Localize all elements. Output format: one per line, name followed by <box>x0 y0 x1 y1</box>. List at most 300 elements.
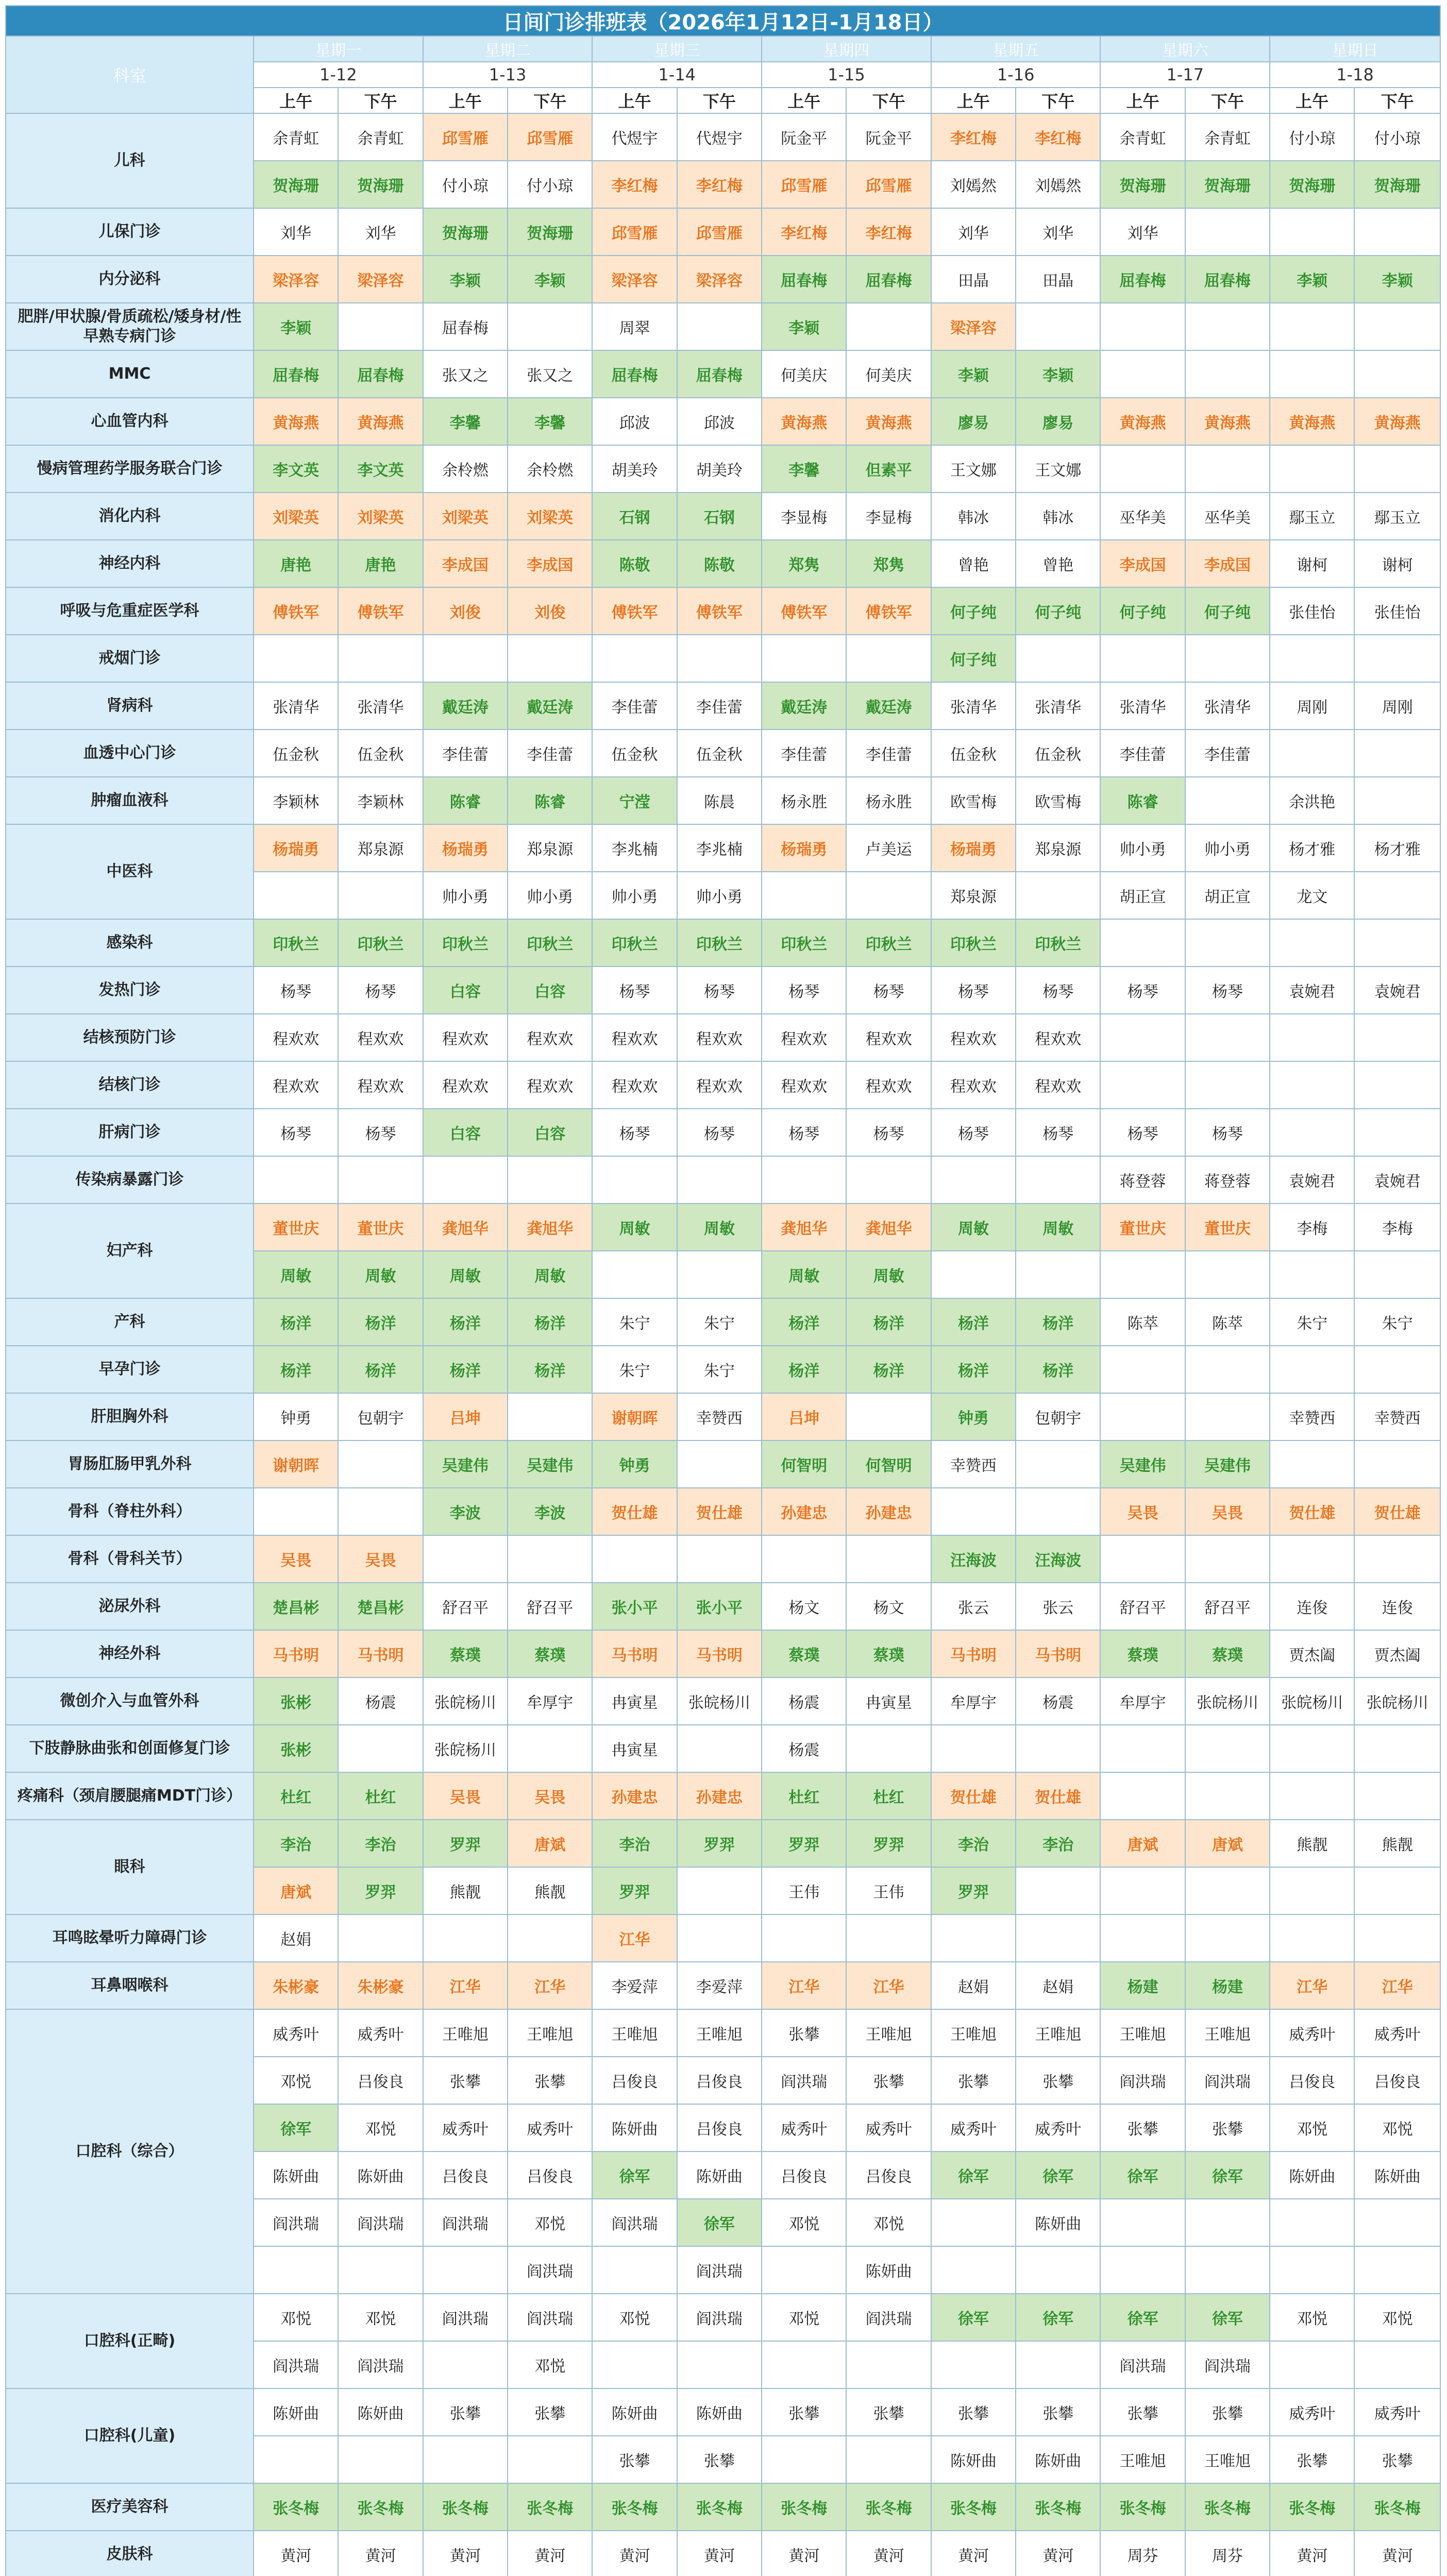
pm-header: 下午 <box>846 88 931 113</box>
schedule-cell: 阮金平 <box>846 113 931 161</box>
schedule-cell: 但素平 <box>846 445 931 493</box>
schedule-cell: 陈妍曲 <box>592 2388 677 2436</box>
department-name: 胃肠肛肠甲乳外科 <box>6 1440 254 1488</box>
schedule-cell: 付小琼 <box>1270 113 1354 161</box>
schedule-cell: 幸赞西 <box>1270 1393 1354 1440</box>
schedule-cell: 冉寅星 <box>846 1677 931 1725</box>
schedule-cell: 郑泉源 <box>1016 824 1100 872</box>
schedule-cell: 帅小勇 <box>677 872 762 919</box>
schedule-cell: 张冬梅 <box>338 2483 423 2531</box>
schedule-cell: 刘梁英 <box>508 493 592 540</box>
schedule-cell: 朱彬豪 <box>338 1962 423 2009</box>
table-row <box>6 1630 1440 1677</box>
schedule-cell: 李成国 <box>1185 540 1270 587</box>
schedule-cell <box>1100 1014 1185 1061</box>
table-row <box>6 208 1440 256</box>
schedule-cell: 威秀叶 <box>1270 2388 1354 2436</box>
table-row <box>6 2531 1440 2576</box>
schedule-cell: 罗羿 <box>762 1820 846 1867</box>
schedule-cell <box>254 1156 338 1204</box>
schedule-cell: 唐艳 <box>254 540 338 587</box>
date-header: 1-12 <box>254 62 423 88</box>
schedule-cell: 张清华 <box>1016 682 1100 730</box>
table-row <box>6 1156 1440 1204</box>
schedule-cell: 陈妍曲 <box>592 2104 677 2151</box>
schedule-cell: 李颖 <box>508 256 592 303</box>
schedule-cell: 何美庆 <box>762 350 846 398</box>
date-header: 1-15 <box>762 62 931 88</box>
day-header: 星期一 <box>254 36 423 62</box>
schedule-cell: 江华 <box>1354 1962 1440 2009</box>
schedule-cell: 张攀 <box>846 2057 931 2104</box>
schedule-cell <box>677 1914 762 1962</box>
schedule-cell: 屈春梅 <box>423 303 508 350</box>
schedule-cell: 吴建伟 <box>423 1440 508 1488</box>
schedule-cell: 张又之 <box>423 350 508 398</box>
schedule-cell: 舒召平 <box>508 1583 592 1630</box>
schedule-cell: 江华 <box>592 1914 677 1962</box>
table-row <box>6 1393 1440 1440</box>
schedule-cell: 余青虹 <box>1100 113 1185 161</box>
schedule-cell: 欧雪梅 <box>931 777 1016 824</box>
schedule-cell <box>508 1535 592 1583</box>
schedule-cell: 周敏 <box>423 1251 508 1298</box>
schedule-cell <box>508 1914 592 1962</box>
schedule-cell <box>1354 350 1440 398</box>
schedule-cell: 杨文 <box>762 1583 846 1630</box>
schedule-cell: 印秋兰 <box>338 919 423 967</box>
schedule-cell: 黄河 <box>1354 2531 1440 2576</box>
schedule-cell: 王唯旭 <box>508 2009 592 2057</box>
schedule-cell: 蔡璞 <box>423 1630 508 1677</box>
schedule-cell: 程欢欢 <box>254 1061 338 1109</box>
schedule-cell: 屈春梅 <box>338 350 423 398</box>
schedule-cell <box>592 1156 677 1204</box>
schedule-cell: 阎洪瑞 <box>1185 2341 1270 2388</box>
schedule-cell <box>1354 2246 1440 2294</box>
schedule-cell: 何子纯 <box>1016 587 1100 635</box>
schedule-cell <box>1270 1867 1354 1914</box>
schedule-cell <box>1270 1440 1354 1488</box>
schedule-cell: 威秀叶 <box>1016 2104 1100 2151</box>
schedule-cell: 吴畏 <box>254 1535 338 1583</box>
schedule-cell: 张冬梅 <box>508 2483 592 2531</box>
schedule-cell: 郑泉源 <box>931 872 1016 919</box>
schedule-cell: 谢柯 <box>1354 540 1440 587</box>
schedule-cell: 江华 <box>508 1962 592 2009</box>
schedule-cell: 邓悦 <box>254 2294 338 2341</box>
schedule-cell <box>1185 1725 1270 1772</box>
table-row <box>6 256 1440 303</box>
schedule-cell: 马书明 <box>254 1630 338 1677</box>
schedule-cell: 周芬 <box>1100 2531 1185 2576</box>
schedule-cell: 周敏 <box>931 1204 1016 1251</box>
schedule-cell: 程欢欢 <box>677 1014 762 1061</box>
schedule-cell: 贺仕雄 <box>1270 1488 1354 1535</box>
schedule-table <box>5 5 1441 2576</box>
schedule-cell: 程欢欢 <box>1016 1061 1100 1109</box>
schedule-cell <box>1185 1393 1270 1440</box>
schedule-cell: 邓悦 <box>1270 2104 1354 2151</box>
schedule-cell: 江华 <box>1270 1962 1354 2009</box>
schedule-cell <box>423 2246 508 2294</box>
schedule-cell <box>1270 1772 1354 1820</box>
schedule-cell: 熊靓 <box>1354 1820 1440 1867</box>
department-column-header: 科室 <box>6 36 254 113</box>
schedule-cell: 何智明 <box>846 1440 931 1488</box>
am-header: 上午 <box>592 88 677 113</box>
schedule-cell: 周敏 <box>254 1251 338 1298</box>
schedule-cell: 罗羿 <box>592 1867 677 1914</box>
schedule-cell: 吴建伟 <box>1100 1440 1185 1488</box>
schedule-cell: 阎洪瑞 <box>592 2199 677 2246</box>
schedule-cell: 李爱萍 <box>677 1962 762 2009</box>
schedule-cell <box>1354 777 1440 824</box>
schedule-cell: 杜红 <box>338 1772 423 1820</box>
table-row <box>6 1914 1440 1962</box>
schedule-cell: 余青虹 <box>338 113 423 161</box>
schedule-cell <box>1185 1867 1270 1914</box>
schedule-cell <box>1354 1346 1440 1393</box>
schedule-cell <box>254 2436 338 2483</box>
schedule-cell: 陈妍曲 <box>1270 2151 1354 2199</box>
schedule-cell: 张又之 <box>508 350 592 398</box>
table-row <box>6 1014 1440 1061</box>
schedule-cell: 江华 <box>846 1962 931 2009</box>
schedule-cell <box>677 635 762 682</box>
schedule-cell: 王唯旭 <box>1100 2009 1185 2057</box>
schedule-cell: 杨洋 <box>846 1346 931 1393</box>
schedule-cell <box>1016 1867 1100 1914</box>
schedule-cell: 李兆楠 <box>677 824 762 872</box>
schedule-cell: 阎洪瑞 <box>508 2246 592 2294</box>
department-name: 泌尿外科 <box>6 1583 254 1630</box>
schedule-cell: 李颖 <box>254 303 338 350</box>
schedule-cell <box>1354 1440 1440 1488</box>
schedule-cell <box>338 872 423 919</box>
schedule-cell <box>1100 1251 1185 1298</box>
schedule-cell: 杨琴 <box>592 1109 677 1156</box>
schedule-cell: 张清华 <box>1185 682 1270 730</box>
schedule-cell: 李颖林 <box>338 777 423 824</box>
schedule-cell: 程欢欢 <box>677 1061 762 1109</box>
schedule-cell: 张冬梅 <box>931 2483 1016 2531</box>
schedule-cell <box>423 1914 508 1962</box>
schedule-cell: 黄河 <box>1270 2531 1354 2576</box>
schedule-cell: 陈妍曲 <box>254 2151 338 2199</box>
schedule-cell: 李红梅 <box>677 161 762 208</box>
schedule-cell: 代煜宇 <box>592 113 677 161</box>
table-row <box>6 445 1440 493</box>
schedule-cell <box>1100 635 1185 682</box>
schedule-cell: 钟勇 <box>254 1393 338 1440</box>
schedule-cell: 余洪艳 <box>1270 777 1354 824</box>
schedule-cell: 张小平 <box>677 1583 762 1630</box>
schedule-cell: 钟勇 <box>592 1440 677 1488</box>
department-name: 结核预防门诊 <box>6 1014 254 1061</box>
department-name: 皮肤科 <box>6 2531 254 2576</box>
schedule-cell: 石钢 <box>592 493 677 540</box>
schedule-cell: 陈睿 <box>423 777 508 824</box>
schedule-cell <box>1100 1346 1185 1393</box>
schedule-cell: 孙建忠 <box>762 1488 846 1535</box>
schedule-cell: 伍金秋 <box>1016 730 1100 777</box>
schedule-cell: 傅铁军 <box>762 587 846 635</box>
table-row <box>6 493 1440 540</box>
schedule-cell: 李红梅 <box>762 208 846 256</box>
schedule-cell: 张攀 <box>508 2388 592 2436</box>
day-header: 星期二 <box>423 36 593 62</box>
schedule-cell <box>1100 1393 1185 1440</box>
schedule-cell: 杨洋 <box>423 1298 508 1346</box>
schedule-cell: 李成国 <box>508 540 592 587</box>
department-name: 内分泌科 <box>6 256 254 303</box>
schedule-cell: 杨永胜 <box>846 777 931 824</box>
schedule-cell: 王文娜 <box>1016 445 1100 493</box>
schedule-cell: 程欢欢 <box>508 1014 592 1061</box>
schedule-cell: 朱宁 <box>1354 1298 1440 1346</box>
schedule-cell <box>1270 1725 1354 1772</box>
schedule-cell: 吕俊良 <box>677 2104 762 2151</box>
schedule-cell: 孙建忠 <box>846 1488 931 1535</box>
schedule-cell: 贺海珊 <box>1185 161 1270 208</box>
schedule-cell: 李红梅 <box>1016 113 1100 161</box>
schedule-cell <box>423 635 508 682</box>
schedule-cell: 杨洋 <box>338 1298 423 1346</box>
department-name: 耳鸣眩晕听力障碍门诊 <box>6 1914 254 1962</box>
schedule-cell: 黄海燕 <box>846 398 931 445</box>
schedule-cell: 代煜宇 <box>677 113 762 161</box>
schedule-cell <box>1354 445 1440 493</box>
schedule-cell: 龙文 <box>1270 872 1354 919</box>
day-header: 星期五 <box>931 36 1101 62</box>
schedule-cell: 黄河 <box>846 2531 931 2576</box>
schedule-cell: 幸赞西 <box>677 1393 762 1440</box>
schedule-cell <box>677 1251 762 1298</box>
schedule-cell: 汪海波 <box>931 1535 1016 1583</box>
schedule-cell: 威秀叶 <box>931 2104 1016 2151</box>
department-name: 肥胖/甲状腺/骨质疏松/矮身材/性早熟专病门诊 <box>6 303 254 350</box>
schedule-cell: 张攀 <box>762 2009 846 2057</box>
schedule-cell: 袁婉君 <box>1270 1156 1354 1204</box>
schedule-cell: 李佳蕾 <box>762 730 846 777</box>
schedule-cell: 田晶 <box>931 256 1016 303</box>
schedule-cell <box>1354 1725 1440 1772</box>
schedule-cell <box>338 2246 423 2294</box>
schedule-cell: 赵娟 <box>1016 1962 1100 2009</box>
schedule-cell: 李兆楠 <box>592 824 677 872</box>
am-header: 上午 <box>423 88 508 113</box>
department-name: 心血管内科 <box>6 398 254 445</box>
schedule-cell <box>1100 350 1185 398</box>
schedule-cell <box>338 303 423 350</box>
schedule-cell: 陈妍曲 <box>1016 2199 1100 2246</box>
schedule-cell: 白容 <box>423 1109 508 1156</box>
schedule-cell: 黄河 <box>423 2531 508 2576</box>
schedule-cell: 龚旭华 <box>762 1204 846 1251</box>
pm-header: 下午 <box>338 88 423 113</box>
schedule-cell <box>592 635 677 682</box>
schedule-cell: 邓悦 <box>762 2294 846 2341</box>
schedule-cell: 贺海珊 <box>254 161 338 208</box>
department-name: 下肢静脉曲张和创面修复门诊 <box>6 1725 254 1772</box>
department-name: 慢病管理药学服务联合门诊 <box>6 445 254 493</box>
schedule-cell: 戴廷涛 <box>762 682 846 730</box>
schedule-cell: 伍金秋 <box>931 730 1016 777</box>
schedule-cell <box>1354 919 1440 967</box>
schedule-cell: 马书明 <box>592 1630 677 1677</box>
schedule-cell <box>677 2341 762 2388</box>
schedule-cell: 贺海珊 <box>1270 161 1354 208</box>
department-name: 神经外科 <box>6 1630 254 1677</box>
schedule-cell: 李颖 <box>1354 256 1440 303</box>
schedule-cell <box>1016 1488 1100 1535</box>
schedule-cell: 邱雪雁 <box>592 208 677 256</box>
date-header: 1-16 <box>931 62 1101 88</box>
schedule-cell: 罗羿 <box>677 1820 762 1867</box>
schedule-cell: 周敏 <box>508 1251 592 1298</box>
schedule-cell: 张冬梅 <box>254 2483 338 2531</box>
schedule-cell: 程欢欢 <box>846 1061 931 1109</box>
schedule-cell: 张皖杨川 <box>1185 1677 1270 1725</box>
schedule-cell: 陈睿 <box>1100 777 1185 824</box>
schedule-cell: 赵娟 <box>254 1914 338 1962</box>
schedule-cell: 周刚 <box>1270 682 1354 730</box>
schedule-cell <box>508 303 592 350</box>
schedule-cell: 熊靓 <box>423 1867 508 1914</box>
schedule-cell: 杨洋 <box>931 1346 1016 1393</box>
schedule-cell: 付小琼 <box>508 161 592 208</box>
schedule-cell: 杨洋 <box>508 1346 592 1393</box>
schedule-cell: 李梅 <box>1354 1204 1440 1251</box>
schedule-cell <box>1185 1914 1270 1962</box>
schedule-cell: 屈春梅 <box>1100 256 1185 303</box>
table-row <box>6 1298 1440 1346</box>
schedule-cell <box>1100 445 1185 493</box>
schedule-cell: 徐军 <box>931 2151 1016 2199</box>
schedule-cell: 程欢欢 <box>338 1061 423 1109</box>
schedule-cell: 周敏 <box>1016 1204 1100 1251</box>
schedule-cell: 吴建伟 <box>1185 1440 1270 1488</box>
schedule-cell <box>1270 919 1354 967</box>
department-name: 疼痛科（颈肩腰腿痛MDT门诊） <box>6 1772 254 1820</box>
schedule-cell: 巫华美 <box>1185 493 1270 540</box>
schedule-cell <box>931 2199 1016 2246</box>
schedule-cell: 杨琴 <box>254 967 338 1014</box>
schedule-cell <box>1185 445 1270 493</box>
schedule-cell <box>1354 1535 1440 1583</box>
schedule-cell: 郑泉源 <box>508 824 592 872</box>
schedule-cell: 郑隽 <box>846 540 931 587</box>
schedule-cell: 周刚 <box>1354 682 1440 730</box>
schedule-cell: 刘嫣然 <box>931 161 1016 208</box>
department-name: 产科 <box>6 1298 254 1346</box>
schedule-cell <box>1270 635 1354 682</box>
schedule-cell: 印秋兰 <box>677 919 762 967</box>
schedule-cell: 黄河 <box>254 2531 338 2576</box>
schedule-cell: 李红梅 <box>592 161 677 208</box>
schedule-cell: 李治 <box>1016 1820 1100 1867</box>
schedule-cell: 张攀 <box>677 2436 762 2483</box>
schedule-cell: 徐军 <box>1100 2294 1185 2341</box>
schedule-cell: 张彬 <box>254 1677 338 1725</box>
schedule-cell <box>1354 2341 1440 2388</box>
schedule-cell: 邓悦 <box>338 2294 423 2341</box>
schedule-cell: 梁泽容 <box>677 256 762 303</box>
schedule-cell <box>1270 2199 1354 2246</box>
schedule-cell: 戴廷涛 <box>508 682 592 730</box>
schedule-cell <box>508 1393 592 1440</box>
schedule-cell: 印秋兰 <box>931 919 1016 967</box>
schedule-cell: 周敏 <box>338 1251 423 1298</box>
schedule-cell: 龚旭华 <box>423 1204 508 1251</box>
schedule-cell: 马书明 <box>931 1630 1016 1677</box>
table-row <box>6 730 1440 777</box>
schedule-cell: 伍金秋 <box>338 730 423 777</box>
schedule-cell <box>1354 1914 1440 1962</box>
schedule-cell <box>1185 919 1270 967</box>
schedule-cell: 鄢玉立 <box>1270 493 1354 540</box>
schedule-cell: 吕坤 <box>423 1393 508 1440</box>
schedule-cell: 徐军 <box>254 2104 338 2151</box>
department-name: 妇产科 <box>6 1204 254 1298</box>
department-name: 传染病暴露门诊 <box>6 1156 254 1204</box>
schedule-cell: 龚旭华 <box>846 1204 931 1251</box>
schedule-cell: 牟厚宇 <box>931 1677 1016 1725</box>
schedule-cell: 张皖杨川 <box>677 1677 762 1725</box>
schedule-cell: 杨瑞勇 <box>762 824 846 872</box>
schedule-cell <box>1185 2246 1270 2294</box>
schedule-cell: 王唯旭 <box>931 2009 1016 2057</box>
table-row <box>6 1677 1440 1725</box>
schedule-cell: 吕俊良 <box>338 2057 423 2104</box>
schedule-cell: 蒋登蓉 <box>1185 1156 1270 1204</box>
schedule-cell: 吕俊良 <box>423 2151 508 2199</box>
schedule-cell: 张皖杨川 <box>1354 1677 1440 1725</box>
schedule-cell: 谢柯 <box>1270 540 1354 587</box>
schedule-cell: 张攀 <box>1100 2388 1185 2436</box>
department-name: 戒烟门诊 <box>6 635 254 682</box>
schedule-cell: 陈萃 <box>1185 1298 1270 1346</box>
schedule-cell: 胡正宣 <box>1100 872 1185 919</box>
schedule-cell <box>1100 2199 1185 2246</box>
schedule-cell: 贾杰阖 <box>1354 1630 1440 1677</box>
schedule-cell <box>1185 1251 1270 1298</box>
pm-header: 下午 <box>677 88 762 113</box>
schedule-cell <box>762 1914 846 1962</box>
department-name: 肝病门诊 <box>6 1109 254 1156</box>
schedule-cell: 帅小勇 <box>508 872 592 919</box>
schedule-cell: 梁泽容 <box>254 256 338 303</box>
schedule-cell: 李显梅 <box>762 493 846 540</box>
schedule-cell: 董世庆 <box>1185 1204 1270 1251</box>
schedule-cell <box>592 1535 677 1583</box>
schedule-cell: 屈春梅 <box>677 350 762 398</box>
schedule-cell: 包朝宇 <box>1016 1393 1100 1440</box>
department-name: 呼吸与危重症医学科 <box>6 587 254 635</box>
schedule-cell: 何子纯 <box>1100 587 1185 635</box>
day-header: 星期日 <box>1270 36 1440 62</box>
schedule-cell: 黄海燕 <box>1185 398 1270 445</box>
schedule-cell: 唐斌 <box>508 1820 592 1867</box>
schedule-cell: 刘华 <box>931 208 1016 256</box>
schedule-cell: 陈妍曲 <box>677 2151 762 2199</box>
schedule-cell: 周翠 <box>592 303 677 350</box>
schedule-cell: 刘俊 <box>508 587 592 635</box>
schedule-cell: 屈春梅 <box>846 256 931 303</box>
schedule-cell: 张清华 <box>338 682 423 730</box>
schedule-cell: 孙建忠 <box>677 1772 762 1820</box>
